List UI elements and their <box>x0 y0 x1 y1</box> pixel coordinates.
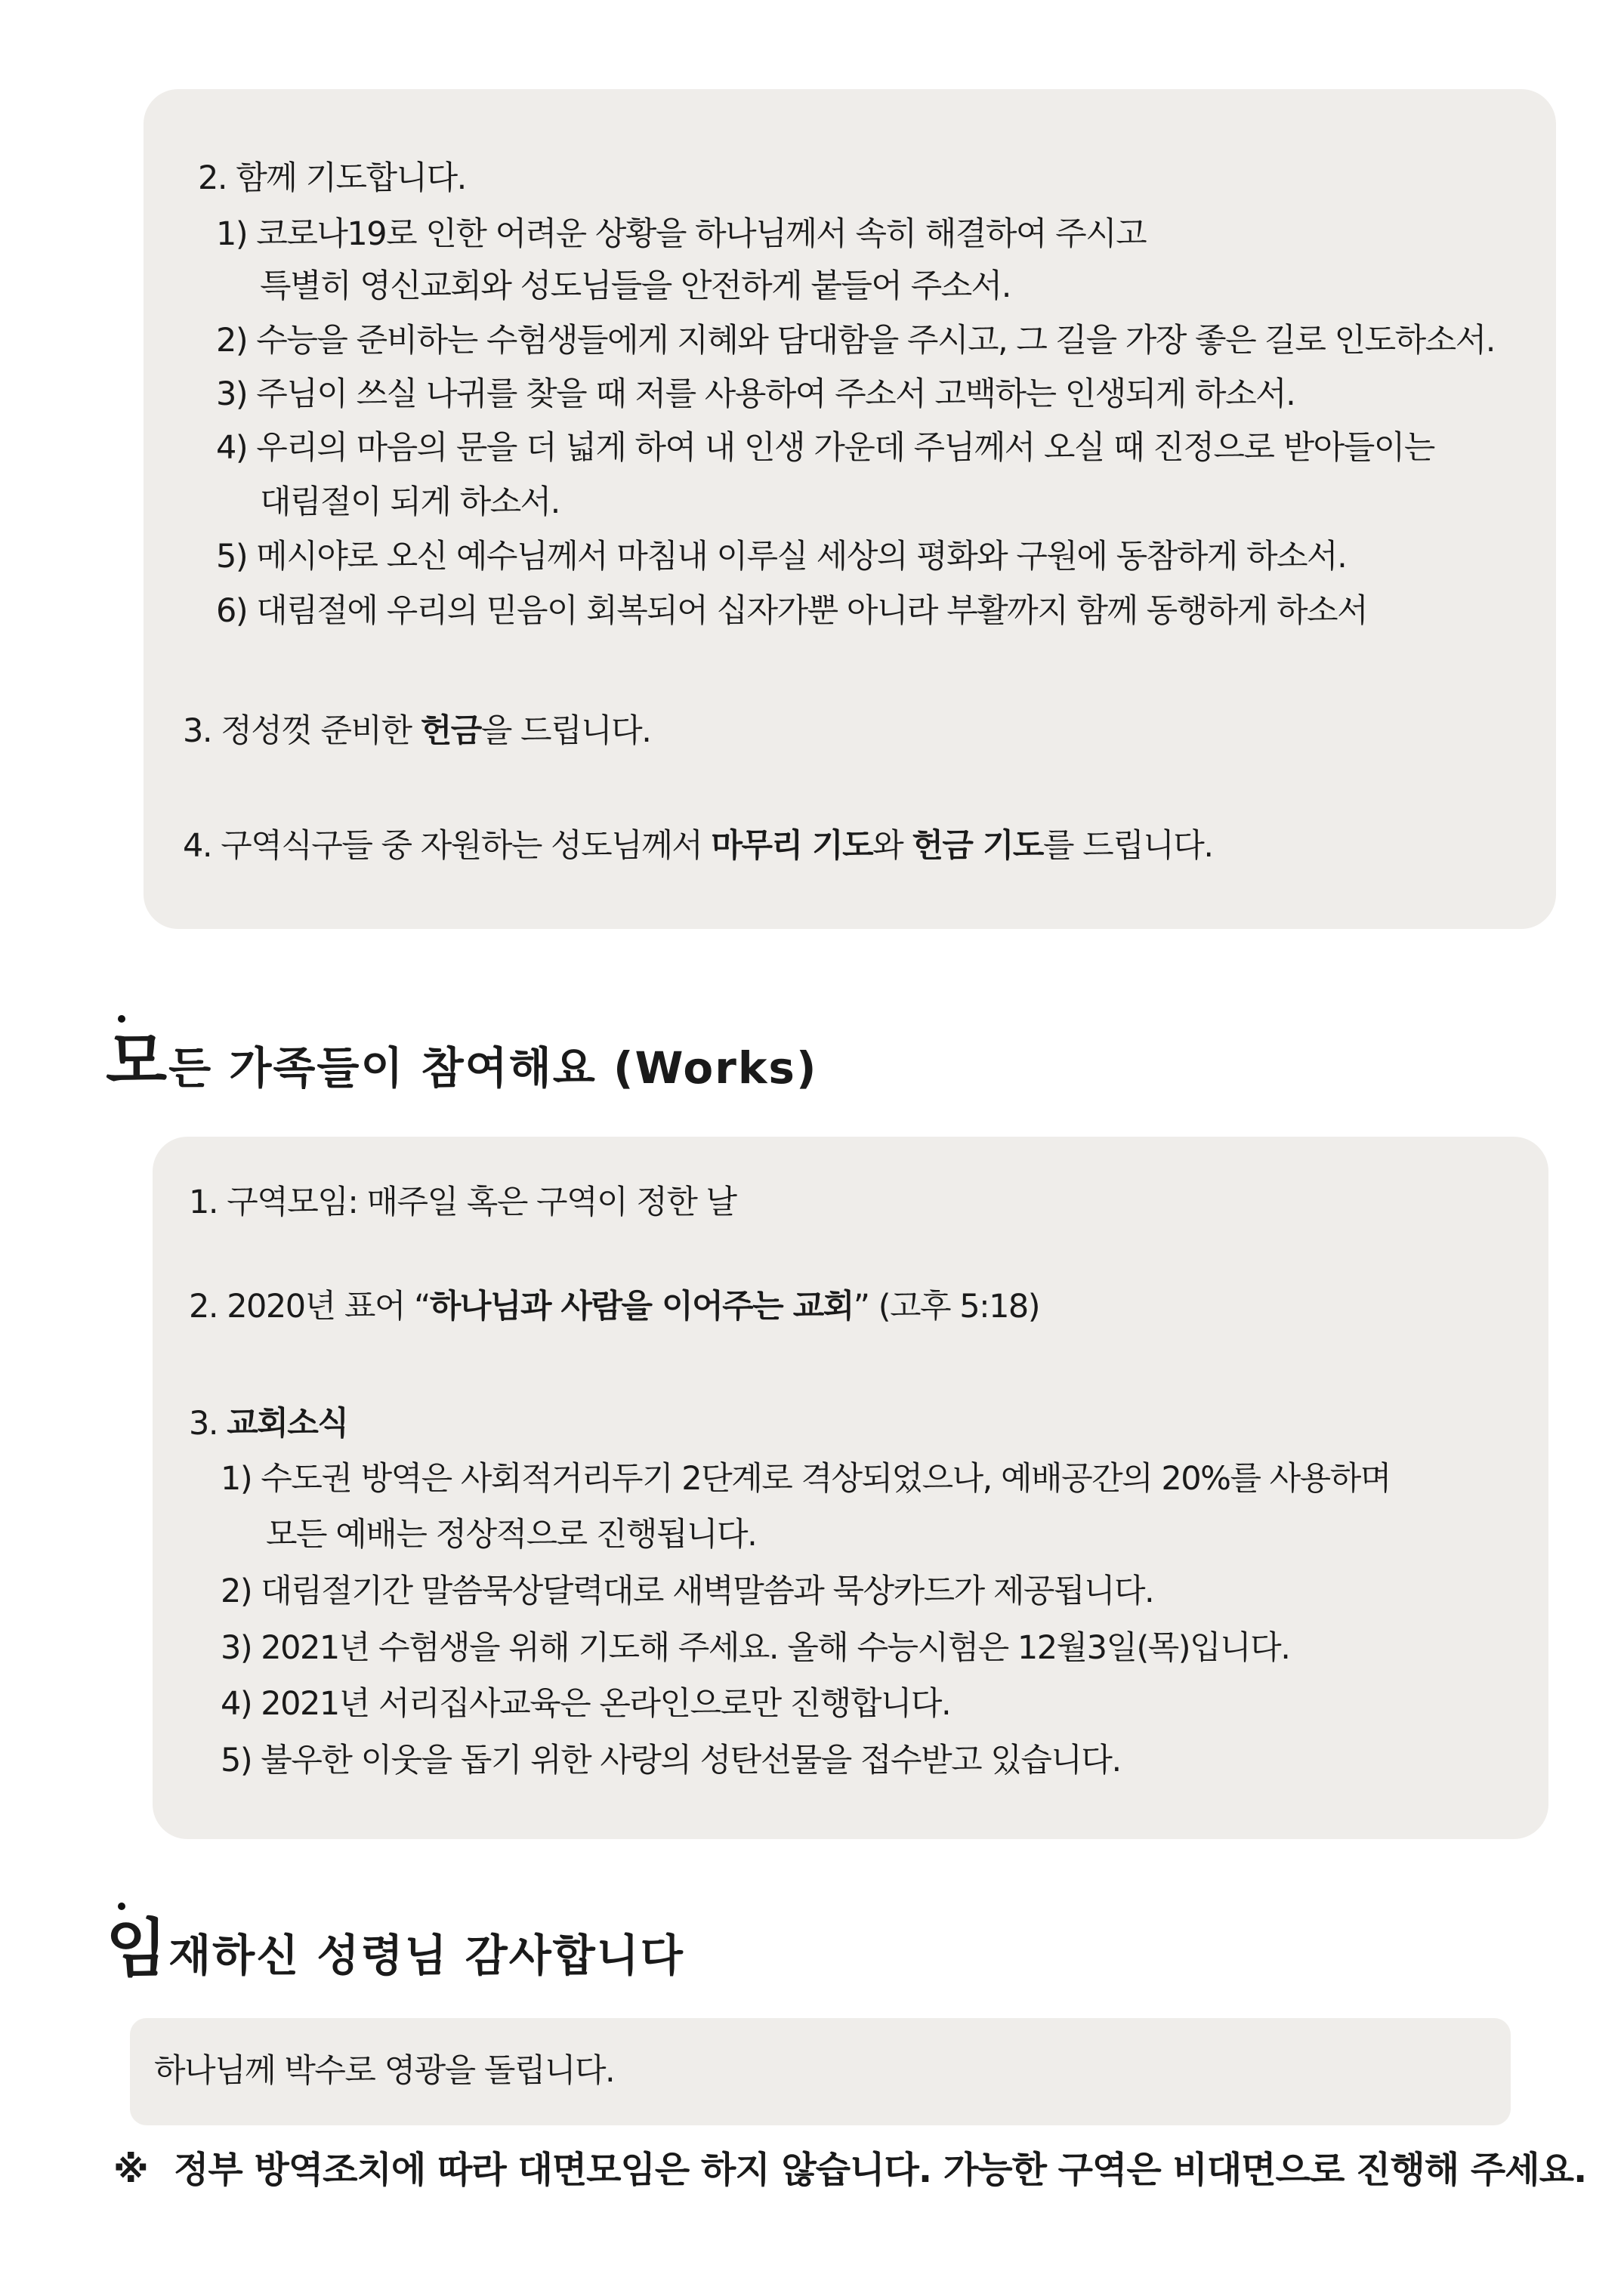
news-item: 3) 2021년 수험생을 위해 기도해 주세요. 올해 수능시험은 12월3일(목)입니다. <box>221 1629 1290 1667</box>
meeting-line: 1. 구역모임: 매주일 혹은 구역이 정한 날 <box>189 1184 736 1221</box>
prayer-item: 6) 대림절에 우리의 믿음이 회복되어 십자가뿐 아니라 부활까지 함께 동행하게 하소서 <box>216 592 1368 630</box>
news-item: 2) 대림절기간 말씀묵상달력대로 새벽말씀과 묵상카드가 제공됩니다. <box>221 1572 1154 1610</box>
notice <box>113 2143 1586 2196</box>
thanks-heading-initial: 임 <box>106 1912 169 1986</box>
works-heading: 모든 가족들이 참여해요 (Works) <box>106 1024 818 1098</box>
news-item: 1) 수도권 방역은 사회적거리두기 2단계로 격상되었으나, 예배공간의 20%를 사용하며 <box>221 1460 1391 1498</box>
thanks-text: 하나님께 박수로 영광을 돌립니다. <box>154 2052 615 2090</box>
prayer-item: 3) 주님이 쓰실 나귀를 찾을 때 저를 사용하여 주소서 고백하는 인생되게 하소서. <box>216 375 1295 413</box>
motto-line: 2. 2020년 표어 “하나님과 사람을 이어주는 교회” (고후 5:18) <box>189 1288 1040 1325</box>
notice-text: 정부 방역조치에 따라 대면모임은 하지 않습니다. 가능한 구역은 비대면으로 진행해 주세요. <box>174 2149 1587 2191</box>
offering-line: 3. 정성껏 준비한 헌금을 드립니다. <box>183 712 651 750</box>
news-item: 5) 불우한 이웃을 돕기 위한 사랑의 성탄선물을 접수받고 있습니다. <box>221 1742 1121 1779</box>
reference-mark-icon: ※ <box>113 2149 148 2191</box>
news-item: 4) 2021년 서리집사교육은 온라인으로만 진행합니다. <box>221 1685 951 1723</box>
works-heading-initial: 모 <box>106 1024 169 1098</box>
prayer-item: 5) 메시야로 오신 예수님께서 마침내 이루실 세상의 평화와 구원에 동참하게 하소서. <box>216 538 1347 576</box>
prayer-title: 2. 함께 기도합니다. <box>198 159 466 197</box>
prayer-item: 4) 우리의 마음의 문을 더 넓게 하여 내 인생 가운데 주님께서 오실 때 진정으로 받아들이는 <box>216 429 1434 467</box>
news-item: 모든 예배는 정상적으로 진행됩니다. <box>266 1516 757 1554</box>
motto-text: 하나님과 사람을 이어주는 교회 <box>429 1288 854 1325</box>
news-title: 3. 교회소식 <box>189 1405 348 1443</box>
prayer-item: 1) 코로나19로 인한 어려운 상황을 하나님께서 속히 해결하여 주시고 <box>216 215 1147 253</box>
prayer-item: 2) 수능을 준비하는 수험생들에게 지혜와 담대함을 주시고, 그 길을 가장 좋은 길로 인도하소서. <box>216 322 1495 360</box>
closing-prayer-line: 4. 구역식구들 중 자원하는 성도님께서 마무리 기도와 헌금 기도를 드립니다. <box>183 827 1213 865</box>
thanks-heading: 임재하신 성령님 감사합니다 <box>106 1912 684 1986</box>
offering-keyword: 헌금 <box>420 712 481 750</box>
prayer-item: 대림절이 되게 하소서. <box>260 483 560 521</box>
prayer-item: 특별히 영신교회와 성도님들을 안전하게 붙들어 주소서. <box>260 267 1011 305</box>
